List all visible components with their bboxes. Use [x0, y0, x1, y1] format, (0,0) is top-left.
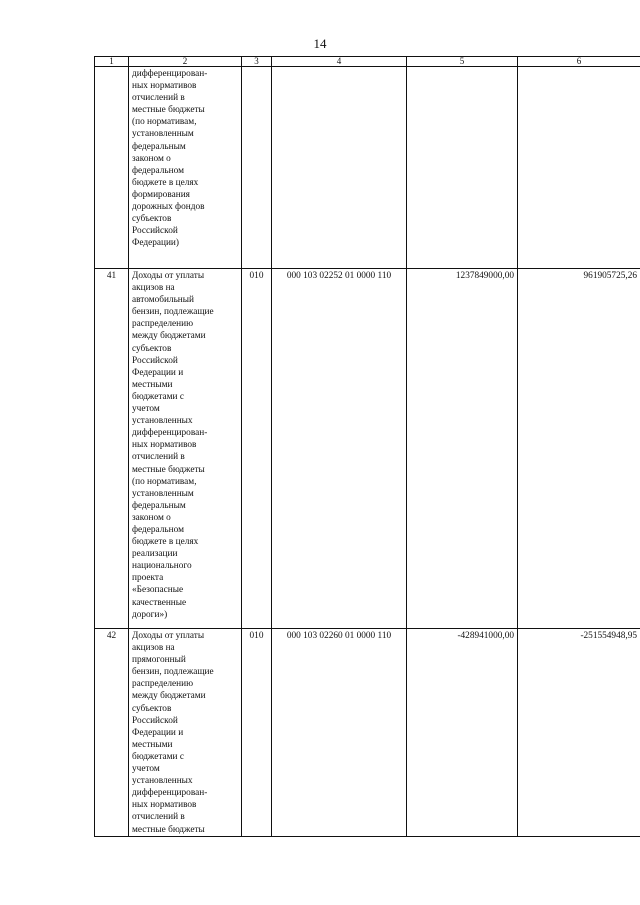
revenue-name-line: законом о — [132, 153, 171, 164]
revenue-name-line: акцизов на — [132, 643, 175, 654]
revenue-table — [94, 56, 640, 837]
revenue-name-line: отчислений в — [132, 812, 185, 823]
revenue-name-line: распределению — [132, 679, 194, 690]
column-header: 2 — [129, 57, 242, 67]
table-row — [95, 629, 640, 837]
revenue-name-line: бюджете в целях — [132, 537, 199, 548]
revenue-name-line: бензин, подлежащие — [132, 307, 214, 318]
revenue-name-line: местные бюджеты — [132, 105, 205, 116]
revenue-name-line: Российской — [132, 715, 178, 726]
revenue-name-line: законом о — [132, 512, 171, 523]
revenue-name-line: установленных — [132, 776, 193, 787]
revenue-name-line: бюджете в целях — [132, 177, 199, 188]
column-header: 5 — [407, 57, 518, 67]
revenue-name-cell — [129, 269, 242, 629]
code-cell: 010 — [242, 269, 272, 629]
column-header: 3 — [242, 57, 272, 67]
column-number-row — [95, 57, 640, 67]
revenue-name-line: Федерации и — [132, 367, 184, 378]
revenue-name-line: дороги») — [132, 609, 168, 620]
plan-amount-cell — [407, 67, 518, 269]
revenue-name-line: (по нормативам, — [132, 117, 197, 128]
revenue-name-line: «Безопасные — [132, 585, 184, 596]
revenue-name-line: федеральным — [132, 500, 186, 511]
code-cell — [242, 67, 272, 269]
revenue-name-line: качественные — [132, 597, 187, 608]
revenue-name-line: (по нормативам, — [132, 476, 197, 487]
revenue-name-line: между бюджетами — [132, 691, 206, 702]
revenue-name-line: Доходы от уплаты — [132, 271, 205, 281]
revenue-name-line: установленным — [132, 488, 194, 499]
revenue-name-line: местные бюджеты — [132, 464, 205, 475]
revenue-name-line: бензин, подлежащие — [132, 667, 214, 678]
revenue-name-line: бюджетами с — [132, 751, 184, 762]
revenue-name-line: Федерации) — [132, 238, 180, 249]
revenue-name-line: субъектов — [132, 214, 172, 225]
actual-amount-cell: -251554948,95 — [518, 629, 640, 837]
column-header: 1 — [95, 57, 129, 67]
revenue-name-line: ных нормативов — [132, 440, 197, 451]
revenue-name-line: между бюджетами — [132, 331, 206, 342]
row-number-cell: 42 — [95, 629, 129, 837]
revenue-name-line: отчислений в — [132, 452, 185, 463]
column-header: 4 — [272, 57, 407, 67]
table-row — [95, 269, 640, 629]
revenue-name-line: ных нормативов — [132, 81, 197, 92]
revenue-name-line: установленным — [132, 129, 194, 140]
revenue-name-line: федеральным — [132, 141, 186, 152]
revenue-name-line: ных нормативов — [132, 800, 197, 811]
revenue-name-line: федеральном — [132, 524, 184, 535]
revenue-name-line: Доходы от уплаты — [132, 631, 205, 641]
revenue-name-line: Российской — [132, 226, 178, 237]
row-number-cell: 41 — [95, 269, 129, 629]
revenue-name-line: субъектов — [132, 343, 172, 354]
revenue-name-line: реализации — [132, 549, 178, 560]
revenue-name-line: местные бюджеты — [132, 824, 205, 835]
revenue-name-line: бюджетами с — [132, 391, 184, 402]
revenue-name-line: распределению — [132, 319, 194, 330]
revenue-name-line: местными — [132, 379, 173, 390]
kbk-cell — [272, 67, 407, 269]
revenue-name-line: акцизов на — [132, 283, 175, 294]
revenue-name-cell — [129, 67, 242, 269]
plan-amount-cell: -428941000,00 — [407, 629, 518, 837]
revenue-name-line: учетом — [132, 404, 160, 415]
revenue-name-cell — [129, 629, 242, 837]
revenue-name-line: автомобильный — [132, 295, 195, 306]
revenue-name-line: Российской — [132, 355, 178, 366]
actual-amount-cell: 961905725,26 — [518, 269, 640, 629]
code-cell: 010 — [242, 629, 272, 837]
revenue-name-line: отчислений в — [132, 93, 185, 104]
table-row — [95, 67, 640, 269]
actual-amount-cell — [518, 67, 640, 269]
revenue-name-line: национального — [132, 561, 192, 572]
revenue-name-line: учетом — [132, 764, 160, 775]
page-number: 14 — [313, 36, 327, 51]
revenue-name-line: Федерации и — [132, 727, 184, 738]
revenue-name-line: дифференцирован- — [132, 428, 208, 439]
revenue-name-line: дифференцирован- — [132, 69, 208, 79]
kbk-cell: 000 103 02260 01 0000 110 — [272, 629, 407, 837]
revenue-name-line: проекта — [132, 573, 164, 584]
revenue-name-line: федеральном — [132, 165, 184, 176]
column-header: 6 — [518, 57, 640, 67]
revenue-name-line: местными — [132, 739, 173, 750]
plan-amount-cell: 1237849000,00 — [407, 269, 518, 629]
revenue-name-line: установленных — [132, 416, 193, 427]
revenue-name-line: дорожных фондов — [132, 202, 205, 213]
revenue-name-line: формирования — [132, 189, 190, 200]
row-number-cell — [95, 67, 129, 269]
revenue-name-line: дифференцирован- — [132, 788, 208, 799]
kbk-cell: 000 103 02252 01 0000 110 — [272, 269, 407, 629]
revenue-name-line: прямогонный — [132, 655, 186, 666]
revenue-name-line: субъектов — [132, 703, 172, 714]
